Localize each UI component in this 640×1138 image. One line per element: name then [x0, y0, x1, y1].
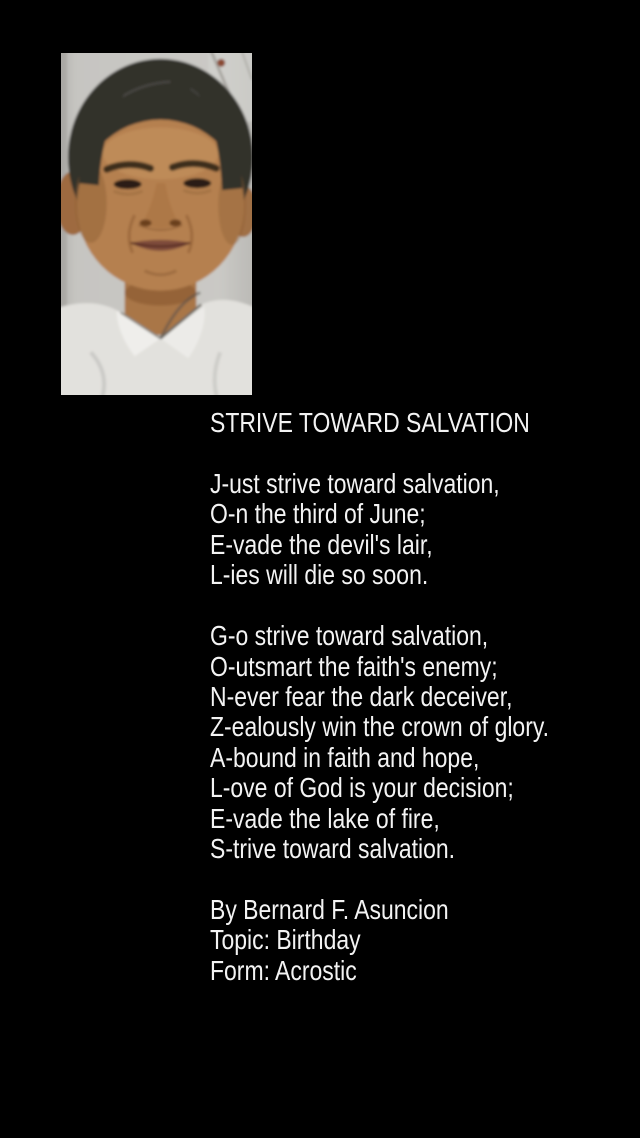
- poem-line: L-ies will die so soon.: [210, 559, 429, 591]
- stanza-2: [210, 621, 549, 865]
- blank-line: [210, 865, 549, 895]
- stanza-1: [210, 469, 549, 591]
- poem-line: L-ove of God is your decision;: [210, 772, 514, 804]
- poem-line: G-o strive toward salvation,: [210, 620, 489, 652]
- poem-line: E-vade the lake of fire,: [210, 802, 440, 834]
- poem-line: O-utsmart the faith's enemy;: [210, 650, 498, 682]
- form-label: Form: Acrostic: [210, 954, 357, 986]
- poem-line: E-vade the devil's lair,: [210, 528, 433, 560]
- poem-line: A-bound in faith and hope,: [210, 741, 480, 773]
- blank-line: [210, 591, 549, 621]
- author-portrait-illustration: [61, 53, 252, 395]
- author-photo: [61, 53, 252, 395]
- poem-line: N-ever fear the dark deceiver,: [210, 680, 513, 712]
- topic-label: Topic: Birthday: [210, 924, 361, 956]
- poem-title: STRIVE TOWARD SALVATION: [210, 407, 530, 438]
- poem-meta: [210, 895, 549, 986]
- byline: By Bernard F. Asuncion: [210, 894, 449, 925]
- blank-line: [210, 438, 549, 468]
- poem-line: J-ust strive toward salvation,: [210, 467, 500, 499]
- poem-line: O-n the third of June;: [210, 498, 426, 530]
- poem-line: S-trive toward salvation.: [210, 833, 456, 865]
- poem-text-block: [210, 408, 549, 986]
- poem-line: Z-ealously win the crown of glory.: [210, 711, 550, 743]
